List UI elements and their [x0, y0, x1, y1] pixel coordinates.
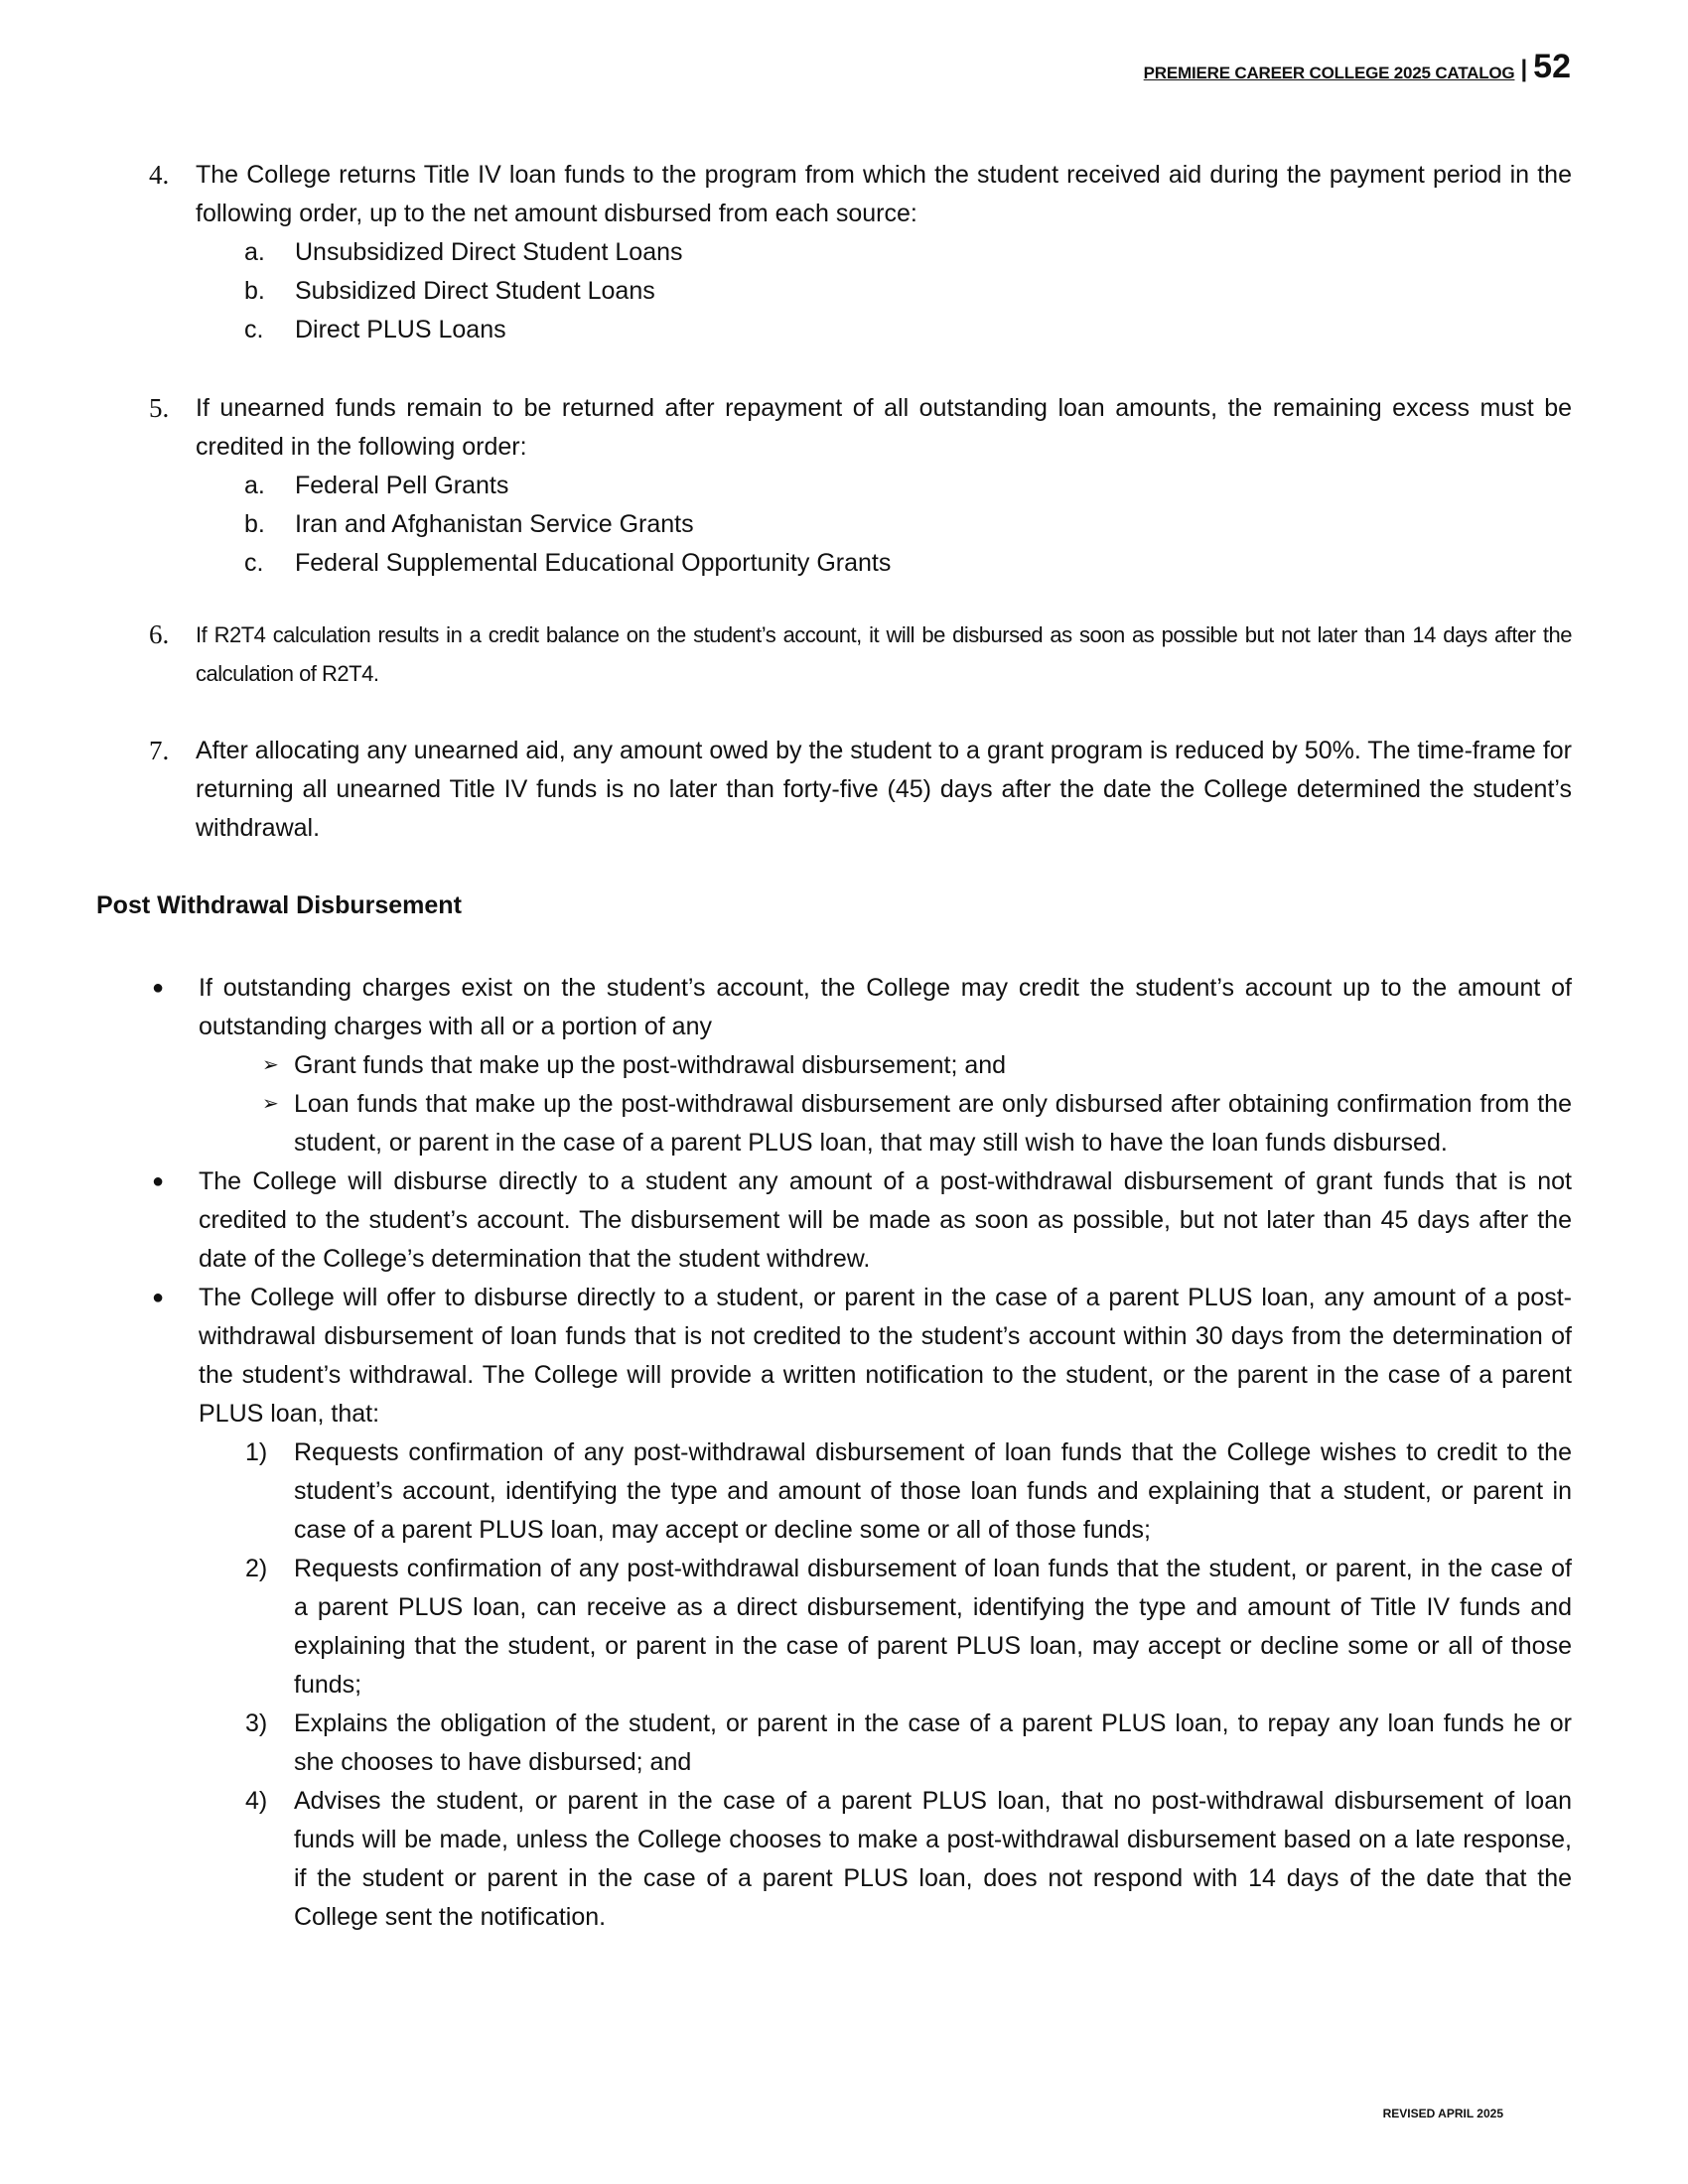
sub-letter: c.: [244, 316, 264, 343]
bullet-text: The College will disburse directly to a student any amount of a post-withdrawal disbursement of grant funds that is not credited to the student’s account. The disbursement will be made as soon as possible, but not later than 45 days after the date of the College’s determination that the student withdrew.: [199, 1167, 1572, 1273]
numbered-text: Advises the student, or parent in the case of a parent PLUS loan, that no post-withdrawal disbursement of loan funds will be made, unless the College chooses to make a post-withdrawal disbursement based on a late response, if the student or parent in the case of a parent PLUS loan, does not respond with 14 days of the date that the College sent the notification.: [294, 1787, 1572, 1931]
page-number: 52: [1533, 48, 1571, 85]
item-text: If unearned funds remain to be returned after repayment of all outstanding loan amounts, the remaining excess must be credited in the following order:: [196, 394, 1572, 461]
sub-text: Unsubsidized Direct Student Loans: [295, 238, 683, 266]
item-text: The College returns Title IV loan funds to the program from which the student received aid during the payment period in the following order, up to the net amount disbursed from each source:: [196, 161, 1572, 227]
revision-footer: REVISED APRIL 2025: [1382, 2107, 1503, 2120]
bullet-text: If outstanding charges exist on the student’s account, the College may credit the student’s account up to the amount of outstanding charges with all or a portion of any: [199, 974, 1572, 1040]
arrow-bullet-icon: ➢: [262, 1093, 279, 1115]
item-number: 7.: [149, 736, 170, 765]
sub-text: Iran and Afghanistan Service Grants: [295, 510, 694, 538]
numbered-label: 2): [245, 1555, 268, 1582]
list-item-7: [149, 732, 1572, 848]
numbered-text: Explains the obligation of the student, or parent in the case of a parent PLUS loan, to repay any loan funds he or she chooses to have disbursed; and: [294, 1709, 1572, 1776]
bullet-item: [152, 1162, 1572, 1279]
sub-letter: b.: [244, 277, 265, 305]
sub-letter: c.: [244, 549, 264, 577]
section-heading: Post Withdrawal Disbursement: [96, 891, 462, 919]
catalog-title: PREMIERE CAREER COLLEGE 2025 CATALOG: [1143, 64, 1515, 82]
page-header: [1144, 50, 1571, 83]
numbered-text: Requests confirmation of any post-withdrawal disbursement of loan funds that the College wishes to credit to the student’s account, identifying the type and amount of those loan funds and explaining that a student, or parent in case of a parent PLUS loan, may accept or decline some or all of those funds;: [294, 1438, 1572, 1544]
list-item-5: [149, 389, 1572, 583]
bullet-list: [152, 969, 1572, 1937]
item-number: 4.: [149, 160, 170, 190]
arrow-bullet-icon: ➢: [262, 1054, 279, 1076]
sub-text: Federal Pell Grants: [295, 472, 509, 499]
arrow-item-text: Loan funds that make up the post-withdrawal disbursement are only disbursed after obtaining confirmation from the student, or parent in the case of a parent PLUS loan, that may still wish to have the loan funds disbursed.: [294, 1090, 1572, 1157]
sub-letter: a.: [244, 472, 265, 499]
sub-letter: a.: [244, 238, 265, 266]
sub-letter: b.: [244, 510, 265, 538]
item-text: If R2T4 calculation results in a credit balance on the student’s account, it will be disbursed as soon as possible but not later than 14 days after the calculation of R2T4.: [196, 622, 1572, 686]
bullet-icon: ●: [152, 1287, 165, 1308]
sub-text: Subsidized Direct Student Loans: [295, 277, 655, 305]
bullet-text: The College will offer to disburse directly to a student, or parent in the case of a parent PLUS loan, any amount of a post-withdrawal disbursement of loan funds that is not credited to the student’s account within 30 days from the determination of the student’s withdrawal. The College will provide a written notification to the student, or the parent in the case of a parent PLUS loan, that:: [199, 1284, 1572, 1428]
bullet-item: [152, 1279, 1572, 1433]
item-number: 5.: [149, 393, 170, 423]
arrow-item-text: Grant funds that make up the post-withdrawal disbursement; and: [294, 1051, 1007, 1079]
numbered-label: 3): [245, 1709, 268, 1737]
list-item-6: [149, 615, 1572, 693]
sub-text: Direct PLUS Loans: [295, 316, 506, 343]
header-separator: |: [1520, 56, 1528, 82]
numbered-label: 1): [245, 1438, 268, 1466]
numbered-label: 4): [245, 1787, 268, 1815]
list-item-4: [149, 156, 1572, 349]
item-number: 6.: [149, 619, 170, 649]
item-text: After allocating any unearned aid, any amount owed by the student to a grant program is reduced by 50%. The time-frame for returning all unearned Title IV funds is no later than forty-five (45) days after the date the College determined the student’s withdrawal.: [196, 737, 1572, 842]
bullet-item: [152, 969, 1572, 1046]
numbered-text: Requests confirmation of any post-withdrawal disbursement of loan funds that the student, or parent, in the case of a parent PLUS loan, can receive as a direct disbursement, identifying the type and amount of Title IV funds and explaining that the student, or parent in the case of parent PLUS loan, may accept or decline some or all of those funds;: [294, 1555, 1572, 1699]
sub-text: Federal Supplemental Educational Opportunity Grants: [295, 549, 892, 577]
bullet-icon: ●: [152, 1170, 165, 1192]
bullet-icon: ●: [152, 977, 165, 999]
